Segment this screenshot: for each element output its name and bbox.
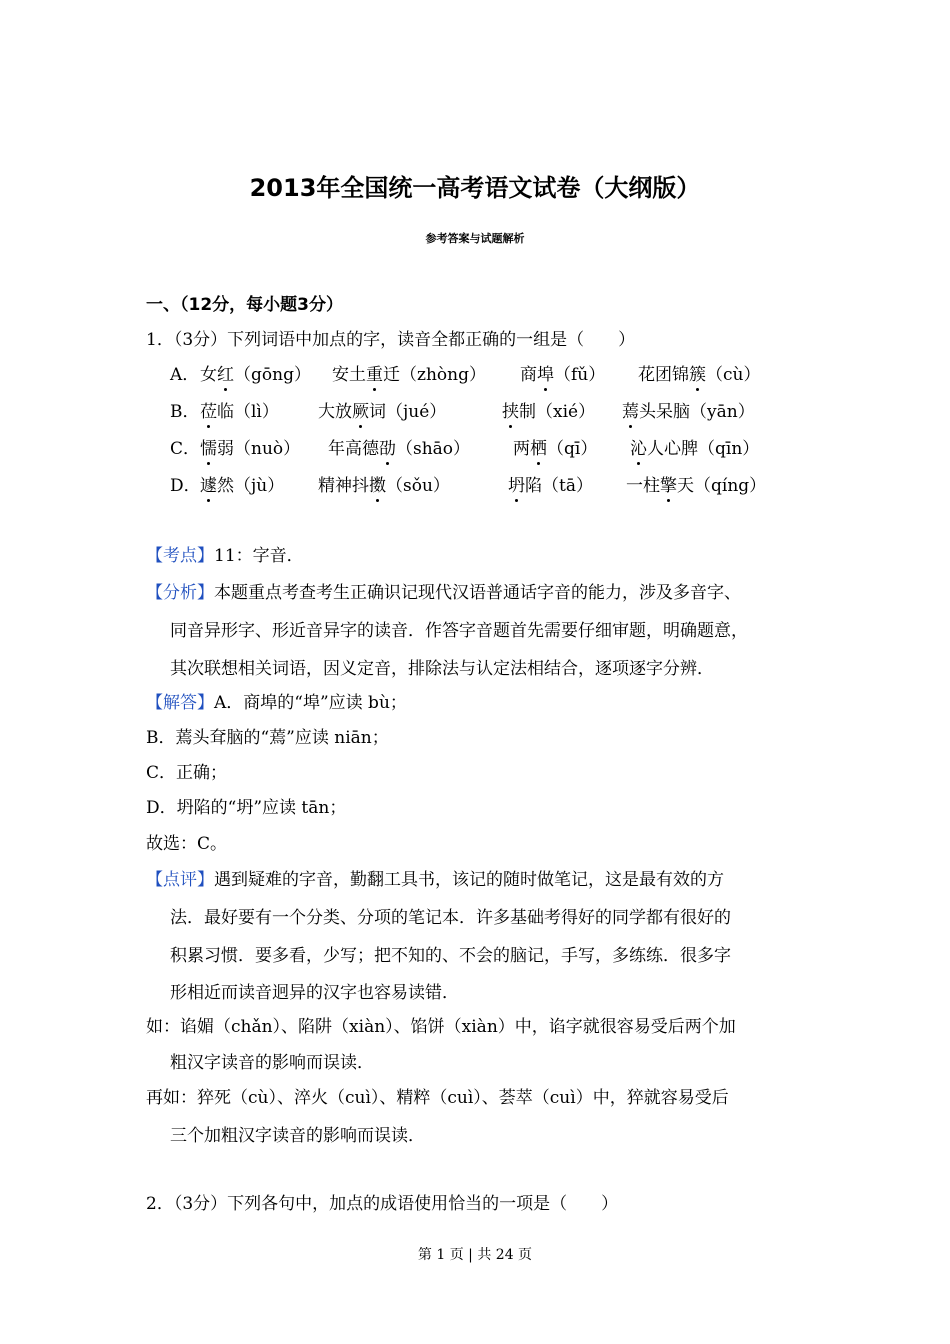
word-suffix: （gōng） — [234, 365, 311, 385]
dotted-character: 擎 — [660, 476, 677, 496]
kaodian-block — [146, 541, 304, 566]
dianping-line-5: 如：谄媚（chǎn）、陷阱（xiàn）、馅饼（xiàn）中，谄字就很容易受后两个加 — [146, 1017, 736, 1037]
option-word — [502, 397, 595, 422]
dianping-tag: 【点评】 — [146, 870, 214, 890]
fenxi-tag: 【分析】 — [146, 583, 214, 603]
word-suffix: 人心脾（qīn） — [647, 439, 760, 459]
dianping-text: 遇到疑难的字音，勤翻工具书，该记的随时做笔记，这是最有效的方 — [214, 870, 724, 890]
dotted-character: 红 — [217, 365, 234, 385]
document-title: 2013年全国统一高考语文试卷（大纲版） — [249, 174, 701, 202]
option-label: B． — [170, 402, 200, 422]
word-suffix: 迁（zhòng） — [383, 365, 486, 385]
word-prefix: 精神抖 — [318, 476, 369, 496]
word-suffix: （qī） — [547, 439, 598, 459]
option-word — [622, 397, 755, 422]
option-row-b — [0, 397, 950, 423]
option-word — [200, 471, 284, 496]
kaodian-tag: 【考点】 — [146, 546, 214, 566]
dotted-character: 擞 — [369, 476, 386, 496]
jieda-line-3: C．正确； — [146, 763, 228, 783]
word-suffix: 词（jué） — [369, 402, 447, 422]
word-suffix: 天（qíng） — [677, 476, 767, 496]
word-prefix: 大放 — [318, 402, 352, 422]
dotted-character: 栖 — [530, 439, 547, 459]
word-suffix: （fǔ） — [554, 365, 606, 385]
jieda-line-2: B．蔫头耷脑的“蔫”应读 niān； — [146, 728, 389, 748]
section-heading: 一、（12分，每小题3分） — [146, 295, 343, 315]
dianping-line-4: 形相近而读音迥异的汉字也容易读错． — [170, 983, 459, 1003]
jieda-line-5: 故选：C。 — [146, 834, 228, 854]
word-suffix: （cù） — [706, 365, 761, 385]
word-prefix: 年高德 — [328, 439, 379, 459]
option-word — [328, 434, 470, 459]
word-prefix: 商 — [520, 365, 537, 385]
dotted-character: 簇 — [689, 365, 706, 385]
dotted-character: 莅 — [200, 402, 217, 422]
option-word — [200, 397, 279, 422]
option-word — [520, 360, 605, 385]
dianping-line-3: 积累习惯．要多看，少写；把不知的、不会的脑记，手写，多练练．很多字 — [170, 946, 731, 966]
jieda-line-1 — [146, 688, 407, 713]
option-word — [638, 360, 760, 385]
dianping-line-6: 粗汉字读音的影响而误读． — [170, 1053, 374, 1073]
word-prefix: 安土 — [332, 365, 366, 385]
dotted-character: 劭 — [379, 439, 396, 459]
option-label: D． — [170, 476, 201, 496]
fenxi-line-2: 同音异形字、形近音异字的读音．作答字音题首先需要仔细审题，明确题意， — [170, 621, 748, 641]
word-prefix: 一柱 — [626, 476, 660, 496]
dianping-line-1 — [146, 865, 724, 890]
document-subtitle: 参考答案与试题解析 — [425, 232, 525, 245]
option-word — [513, 434, 597, 459]
fenxi-line-1 — [146, 578, 741, 603]
option-word — [332, 360, 486, 385]
page-footer: 第 1 页 | 共 24 页 — [417, 1247, 533, 1263]
question-1-stem: 1．（3分）下列词语中加点的字，读音全都正确的一组是（ ） — [146, 330, 636, 350]
option-word — [508, 471, 593, 496]
option-row-c — [0, 434, 950, 460]
dianping-line-7: 再如：猝死（cù）、淬火（cuì）、精粹（cuì）、荟萃（cuì）中，猝就容易受后 — [146, 1088, 729, 1108]
jieda-tag: 【解答】 — [146, 693, 214, 713]
word-suffix: 弱（nuò） — [217, 439, 301, 459]
word-suffix: 头呆脑（yān） — [639, 402, 755, 422]
option-label: A． — [170, 365, 200, 385]
dianping-line-2: 法．最好要有一个分类、分项的笔记本．许多基础考得好的同学都有很好的 — [170, 908, 731, 928]
option-row-d — [0, 471, 950, 497]
word-suffix: （shāo） — [396, 439, 471, 459]
dotted-character: 厥 — [352, 402, 369, 422]
fenxi-line-3: 其次联想相关词语，因义定音，排除法与认定法相结合，逐项逐字分辨． — [170, 659, 714, 679]
option-label: C． — [170, 439, 201, 459]
word-suffix: 临（lì） — [217, 402, 279, 422]
fenxi-text: 本题重点考查考生正确识记现代汉语普通话字音的能力，涉及多音字、 — [214, 583, 741, 603]
word-suffix: （sǒu） — [386, 476, 450, 496]
kaodian-text: 11：字音． — [214, 546, 304, 566]
word-prefix: 两 — [513, 439, 530, 459]
option-word — [200, 434, 300, 459]
dotted-character: 埠 — [537, 365, 554, 385]
dotted-character: 懦 — [200, 439, 217, 459]
option-word — [318, 397, 446, 422]
dotted-character: 沁 — [630, 439, 647, 459]
word-suffix: 然（jù） — [217, 476, 285, 496]
question-2-stem: 2．（3分）下列各句中，加点的成语使用恰当的一项是（ ） — [146, 1194, 619, 1214]
option-word — [630, 434, 759, 459]
jieda-text: A．商埠的“埠”应读 bù； — [214, 693, 407, 713]
dotted-character: 重 — [366, 365, 383, 385]
dianping-line-8: 三个加粗汉字读音的影响而误读． — [170, 1126, 425, 1146]
word-suffix: 制（xié） — [519, 402, 596, 422]
word-suffix: 陷（tā） — [525, 476, 593, 496]
option-row-a — [0, 360, 950, 386]
jieda-line-4: D．坍陷的“坍”应读 tān； — [146, 798, 347, 818]
dotted-character: 蔫 — [622, 402, 639, 422]
option-word — [318, 471, 450, 496]
option-word — [200, 360, 311, 385]
option-word — [626, 471, 766, 496]
word-prefix: 女 — [200, 365, 217, 385]
word-prefix: 花团锦 — [638, 365, 689, 385]
dotted-character: 遽 — [200, 476, 217, 496]
dotted-character: 坍 — [508, 476, 525, 496]
dotted-character: 挟 — [502, 402, 519, 422]
